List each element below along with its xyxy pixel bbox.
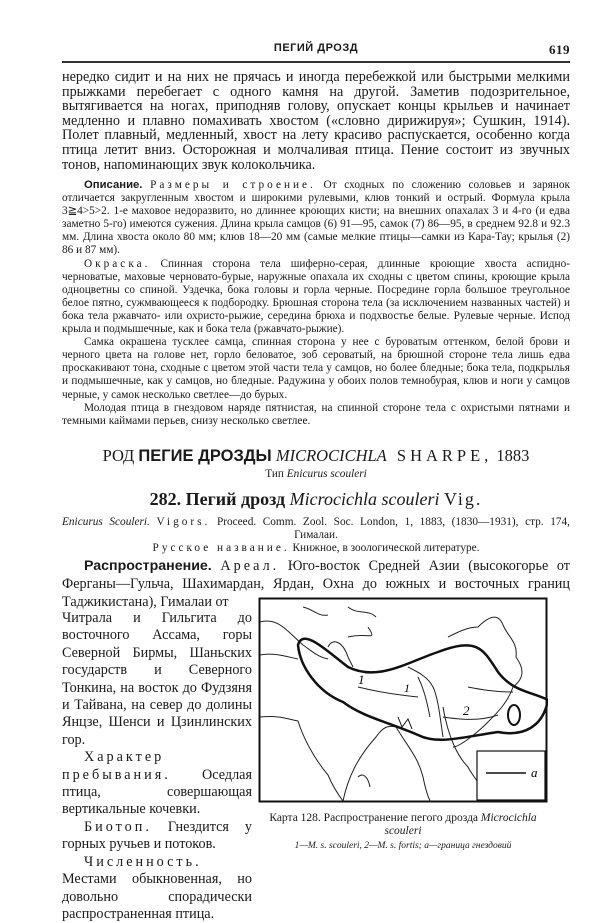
distribution-column (62, 610, 252, 923)
map-label-2: 2 (463, 703, 470, 718)
intro-paragraph: нередко сидит и на них не прячась и иногда перебежкой или быстрыми мелкими прыжками перебегает с одного камня на другой. Заметив подозрительное, вытягивается на ногах, приподняв голову, опускает концы крыльев и начинает медленно и плавно помахивать хвостом («словно дирижируя»; Сушкин, 1914). Полет плавный, медленный, хвост на лету красиво распускается, особенно когда птица летит вниз. Осторожная и молчаливая птица. Пение состоит из звучных тонов, напоминающих звук колокольчика. (62, 69, 570, 173)
abundance-label: Численность. (84, 853, 202, 870)
abundance-text: Местами обыкновенная, но довольно спорадически распространенная птица. (62, 871, 252, 922)
color-paragraph (62, 258, 570, 337)
abundance-paragraph (62, 854, 252, 923)
genus-heading (62, 446, 570, 466)
map-legend (477, 751, 545, 800)
color-text: Спинная сторона тела шиферно-серая, длинные кроющие хвоста аспидно-черноватые, маховые черновато-бурые, наружные опахала их сходны с цветом спины, кроющие крыла одноцветны со спиной. Уздечка, бока головы и горла черные. Посредине горла большое треугольное белое пятно, сужмвающееся к подбородку. Брюшная сторона тела (за исключением названных частей) и бока тела ржавчато- или охристо-рыжие, середина брюха и подхвостье белые. Рулевые черные. Испод крыла и подмышечные, как и бока тела (ржавчато-рыжие). (62, 257, 571, 336)
map-caption-text: Карта 128. Распространение пегого дрозда (269, 812, 479, 824)
legend-letter: a (531, 765, 538, 780)
map-caption-latin: Microcichla scouleri (384, 812, 537, 837)
residence-text: Оседлая птица, совершающая вертикальные кочевки. (62, 766, 252, 818)
genus-year: 1883 (496, 446, 530, 465)
biotope-label: Биотоп. (84, 818, 152, 835)
residence-paragraph (62, 749, 252, 819)
genus-name-ru: ПЕГИЕ ДРОЗДЫ (138, 447, 272, 465)
residence-label: Характер пребывания. (62, 749, 171, 783)
species-heading (62, 489, 570, 510)
female-paragraph: Самка окрашена тусклее самца, спинная сторона у нее с буроватым оттенком, белой брови и черного цвета на голове нет, горло беловатое, зоб сероватый, на брюшной стороне тела лишь едва проскакивают тона, сходные с цветом этой части тела у самцов, но более бледные; бока тела, подкрылья и подмышечные, как у самцов, но бледные. Радужина у обоих полов темнобурая, клюв и ноги у самцов черные, у самок несколько светлее—до бурых. (62, 336, 570, 401)
running-title: ПЕГИЙ ДРОЗД (273, 42, 359, 54)
description-label: Описание. (84, 179, 143, 191)
genus-type (62, 468, 570, 481)
genus-prefix: РОД (102, 446, 135, 465)
map-caption-title (254, 812, 552, 838)
range-map (258, 597, 548, 803)
range-text-wide: Юго-восток Средней Азии (высокогорье от Ферганы—Гульча, Шахимардан, Ярдан, Охна до южных и восточных границ Таджикистана), Гималаи от (62, 558, 570, 610)
genus-author: SHARPE, (396, 446, 493, 465)
species-author: Vig. (443, 489, 483, 509)
russian-name-text: Книжное, в зоологической литературе. (292, 542, 480, 555)
size-heading: Размеры и строение. (150, 179, 316, 191)
header-rule (62, 61, 570, 63)
size-text: От сходных по сложению соловьев и зарянок отличается закругленным хвостом и широкими рулевыми, клюв тонкий и острый. Формула крыла 3≧4>5>2. 1-е маховое недоразвито, но длиннее кроющих кисти; на внешних опахалах 3 и 4-го (и едва заметно 5-го) имеются сужения. Длина крыла самцов (6) 91—95, самок (7) 86—95, в среднем 92.8 и 92.3 мм. Длина хвоста около 80 мм; клюв 18—20 мм (самые мелкие птицы—самки из Кара-Тау; крылья (2) 86 и 87 мм). (62, 179, 570, 257)
size-paragraph (62, 179, 570, 258)
description-section (62, 179, 570, 428)
synonymy (62, 516, 570, 555)
range-text-narrow: Читрала и Гильгита до восточного Ассама, горы Северной Бирмы, Шаньских государств и Северного Тонкина, на восток до Фудзяня и Тайвана, на север до долины Янцзе, Шенси и Цзинлинских гор. (62, 610, 252, 748)
color-heading: Окраска. (84, 257, 151, 270)
page-number: 619 (549, 42, 570, 57)
species-latin: Microcichla scouleri (289, 489, 440, 509)
type-species: Enicurus scouleri (286, 468, 367, 480)
synonym-line (62, 516, 570, 542)
biotope-text: Гнездится у горных ручьев и потоков. (62, 818, 252, 853)
distribution-label: Распространение. (84, 558, 212, 574)
russian-name-label: Русское название. (152, 542, 290, 555)
map-caption (254, 812, 552, 853)
juvenile-paragraph: Молодая птица в гнездовом наряде пятнистая, на спинной стороне тела с охристыми пятнами и темными каймами перьев, снизу несколько светлее. (62, 401, 570, 427)
synonym-name: Enicurus Scouleri. (62, 516, 150, 528)
synonym-author: Vigors. (156, 516, 211, 528)
synonym-reference: Proceed. Comm. Zool. Soc. London, 1, 1883, (1830—1931), стр. 174, Гималаи. (216, 516, 570, 542)
russian-name-line (62, 542, 570, 555)
map-label-1b: 1 (404, 681, 410, 695)
range-label: Ареал. (220, 558, 280, 574)
map-legend-note: 1—M. s. scouleri, 2—M. s. fortis; а—граница гнездовий (294, 841, 512, 851)
running-header (62, 42, 570, 58)
type-label: Тип (265, 468, 284, 480)
biotope-paragraph (62, 819, 252, 854)
genus-name-lat: MICROCICHLA (275, 446, 387, 465)
map-label-1: 1 (358, 672, 365, 687)
species-title: 282. Пегий дрозд (149, 489, 286, 509)
